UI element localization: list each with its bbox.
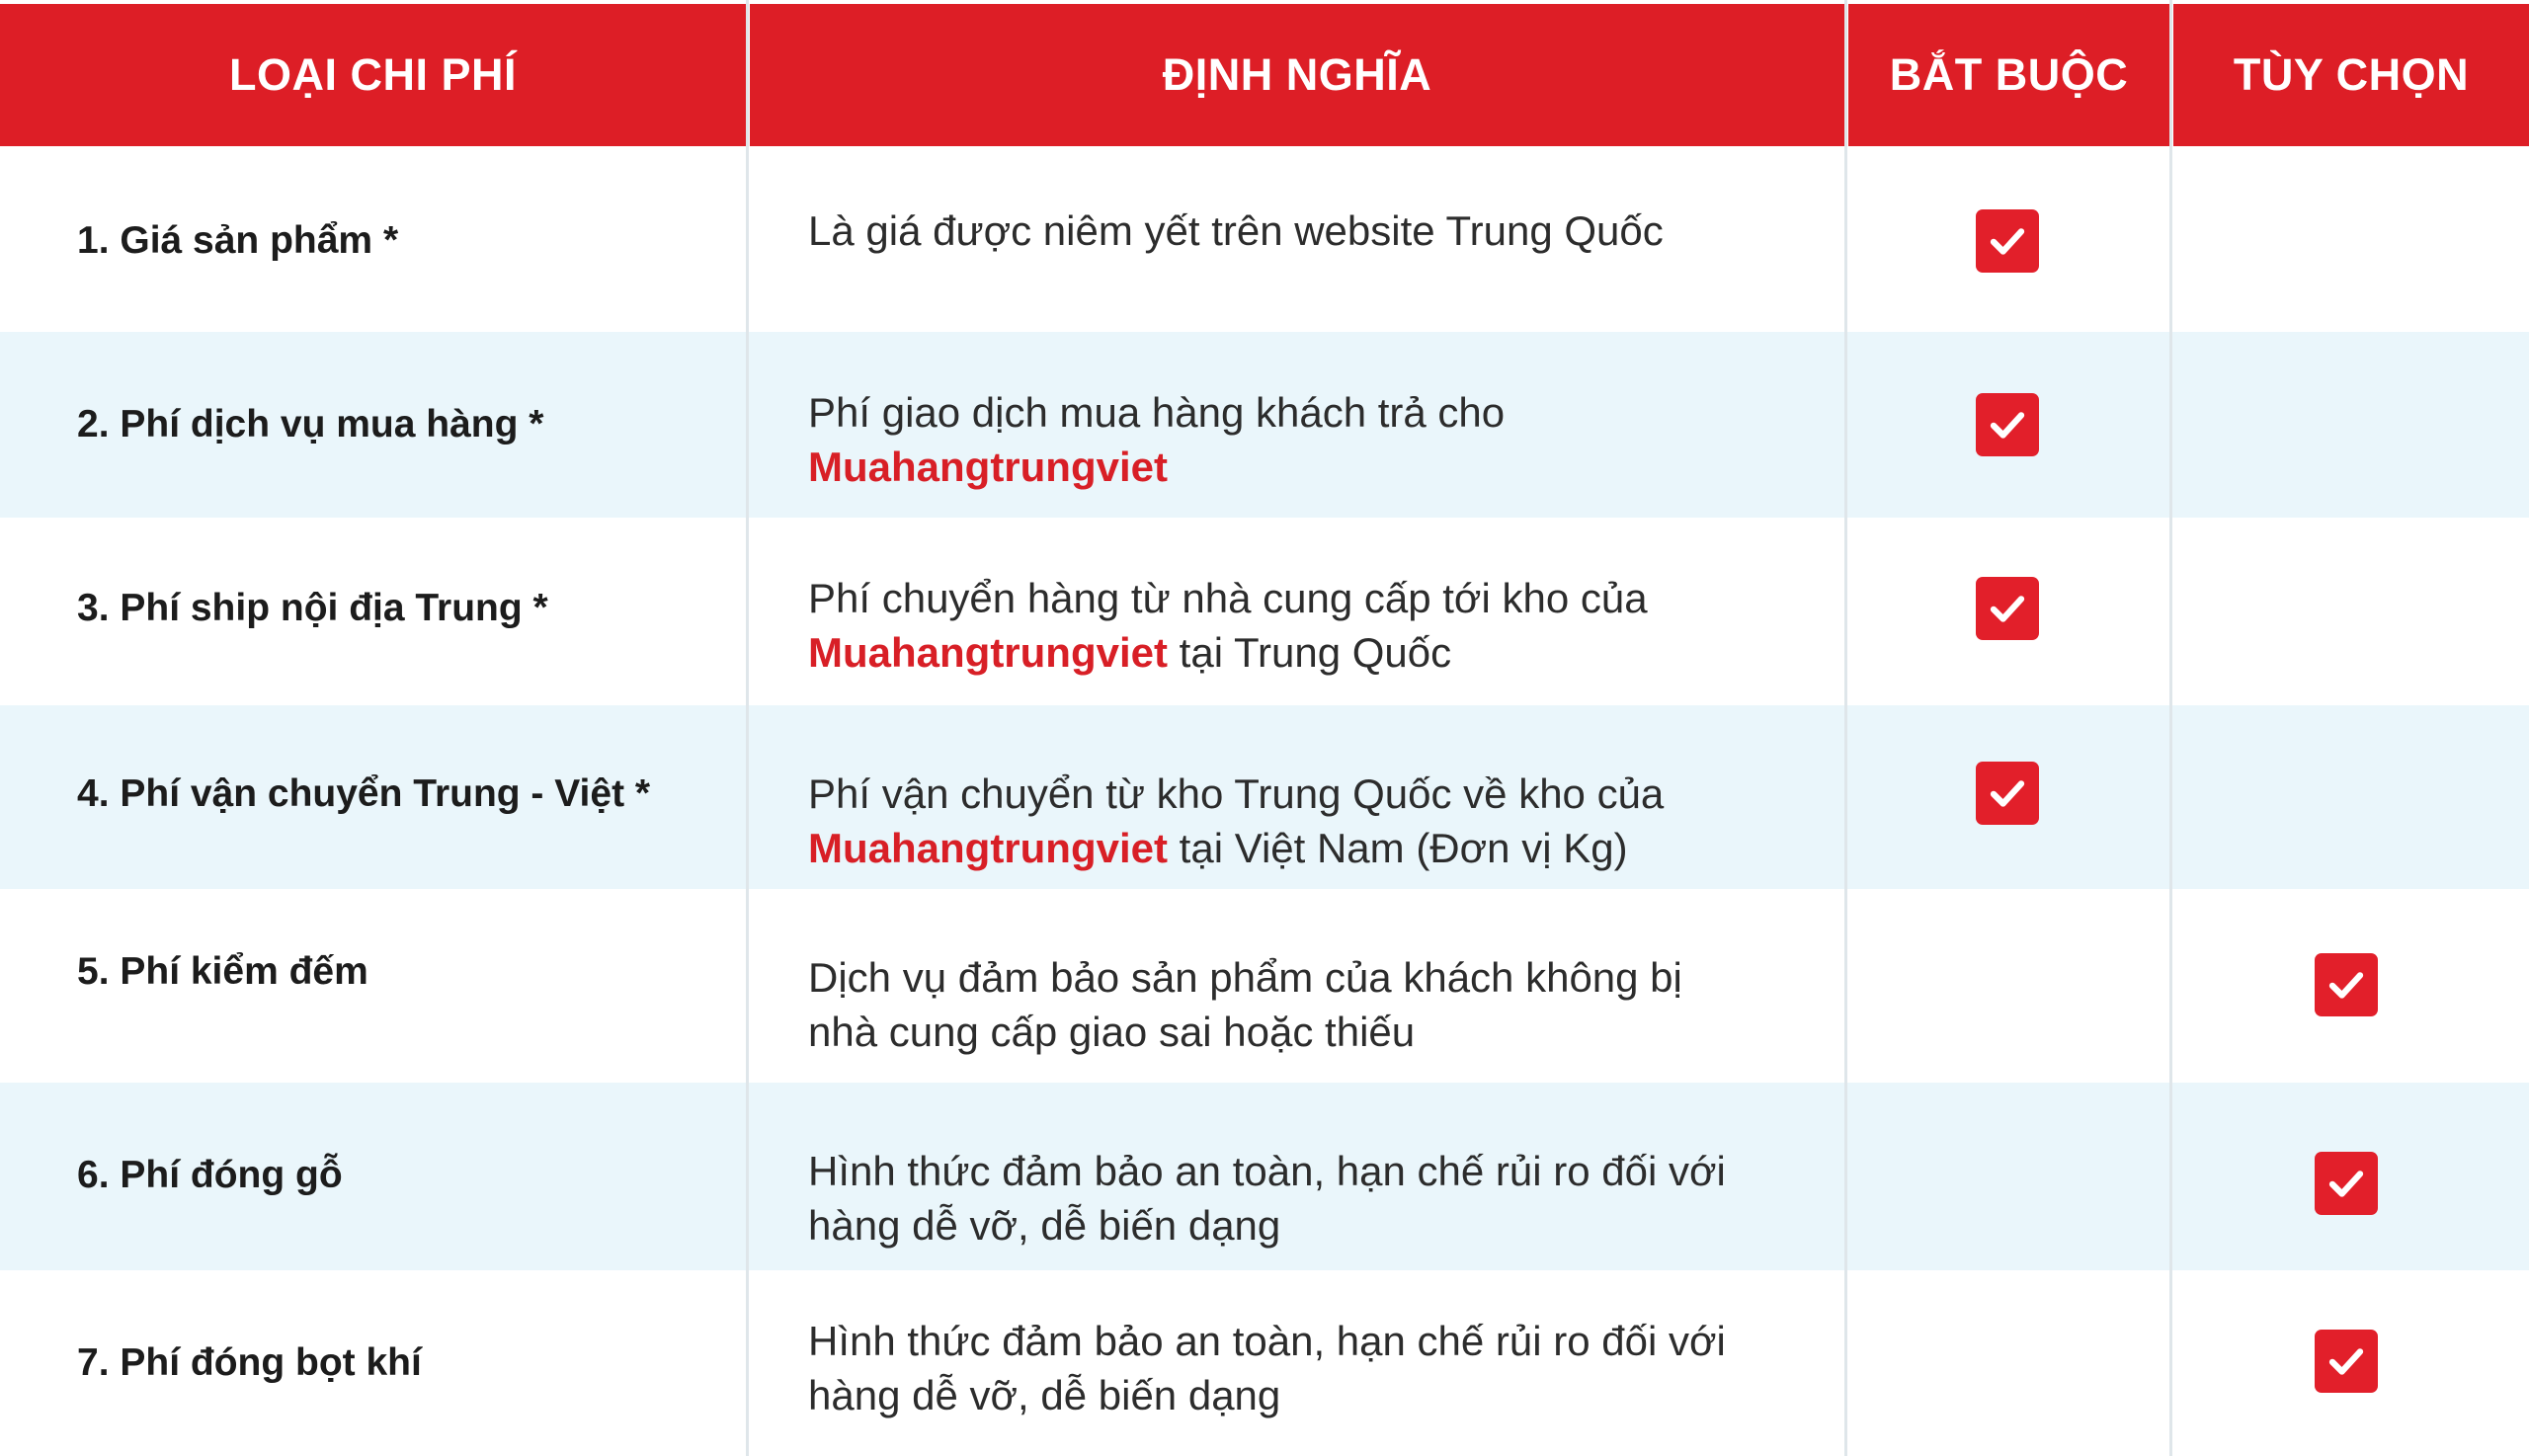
optional-check (2315, 953, 2378, 1016)
cost-definition (808, 767, 1796, 875)
definition-text-rest: hàng dễ vỡ, dễ biến dạng (808, 1202, 1281, 1249)
table-header (0, 0, 2529, 146)
optional-check (2315, 1152, 2378, 1215)
definition-text-rest: hàng dễ vỡ, dễ biến dạng (808, 1372, 1281, 1418)
cost-definition (808, 950, 1796, 1059)
checkbox-checked-icon (1987, 772, 2028, 814)
brand-name: Muahangtrungviet (808, 629, 1168, 676)
cost-type-label: 5. Phí kiểm đếm (77, 950, 368, 993)
cost-definition (808, 571, 1796, 680)
required-check (1976, 393, 2039, 456)
column-divider (2169, 0, 2172, 1456)
cost-type-label: 6. Phí đóng gỗ (77, 1154, 343, 1196)
checkbox-checked-icon (2325, 1163, 2367, 1204)
brand-name: Muahangtrungviet (808, 444, 1168, 490)
definition-text: Phí chuyển hàng từ nhà cung cấp tới kho của (808, 575, 1648, 621)
header-col-required: BẮT BUỘC (1848, 4, 2169, 146)
definition-text: Dịch vụ đảm bảo sản phẩm của khách không bị (808, 954, 1682, 1001)
brand-name: Muahangtrungviet (808, 825, 1168, 871)
required-check (1976, 577, 2039, 640)
header-col-definition: ĐỊNH NGHĨA (750, 4, 1844, 146)
definition-text-rest: tại Việt Nam (Đơn vị Kg) (1168, 825, 1628, 871)
required-check (1976, 762, 2039, 825)
cost-definition (808, 1314, 1796, 1422)
definition-text-rest: tại Trung Quốc (1168, 629, 1452, 676)
column-divider (746, 0, 749, 1456)
cost-definition (808, 203, 1796, 258)
cost-type-label: 3. Phí ship nội địa Trung * (77, 587, 548, 629)
header-col-type: LOẠI CHI PHÍ (0, 4, 746, 146)
definition-text: Hình thức đảm bảo an toàn, hạn chế rủi ro đối với (808, 1318, 1726, 1364)
cost-type-label: 4. Phí vận chuyển Trung - Việt * (77, 772, 651, 815)
cost-definition (808, 1144, 1796, 1253)
checkbox-checked-icon (2325, 964, 2367, 1006)
cost-definition (808, 385, 1796, 494)
cost-type-label: 1. Giá sản phẩm * (77, 219, 399, 262)
definition-text: Hình thức đảm bảo an toàn, hạn chế rủi ro đối với (808, 1148, 1726, 1194)
column-divider (1844, 0, 1847, 1456)
header-col-optional: TÙY CHỌN (2173, 4, 2529, 146)
checkbox-checked-icon (2325, 1340, 2367, 1382)
checkbox-checked-icon (1987, 220, 2028, 262)
definition-text-rest: nhà cung cấp giao sai hoặc thiếu (808, 1009, 1416, 1055)
definition-text: Phí vận chuyển từ kho Trung Quốc về kho của (808, 770, 1665, 817)
definition-text: Phí giao dịch mua hàng khách trả cho (808, 389, 1506, 436)
cost-type-label: 2. Phí dịch vụ mua hàng * (77, 403, 544, 445)
checkbox-checked-icon (1987, 404, 2028, 445)
checkbox-checked-icon (1987, 588, 2028, 629)
cost-type-label: 7. Phí đóng bọt khí (77, 1341, 422, 1384)
optional-check (2315, 1330, 2378, 1393)
definition-text: Là giá được niêm yết trên website Trung Quốc (808, 207, 1664, 254)
required-check (1976, 209, 2039, 273)
